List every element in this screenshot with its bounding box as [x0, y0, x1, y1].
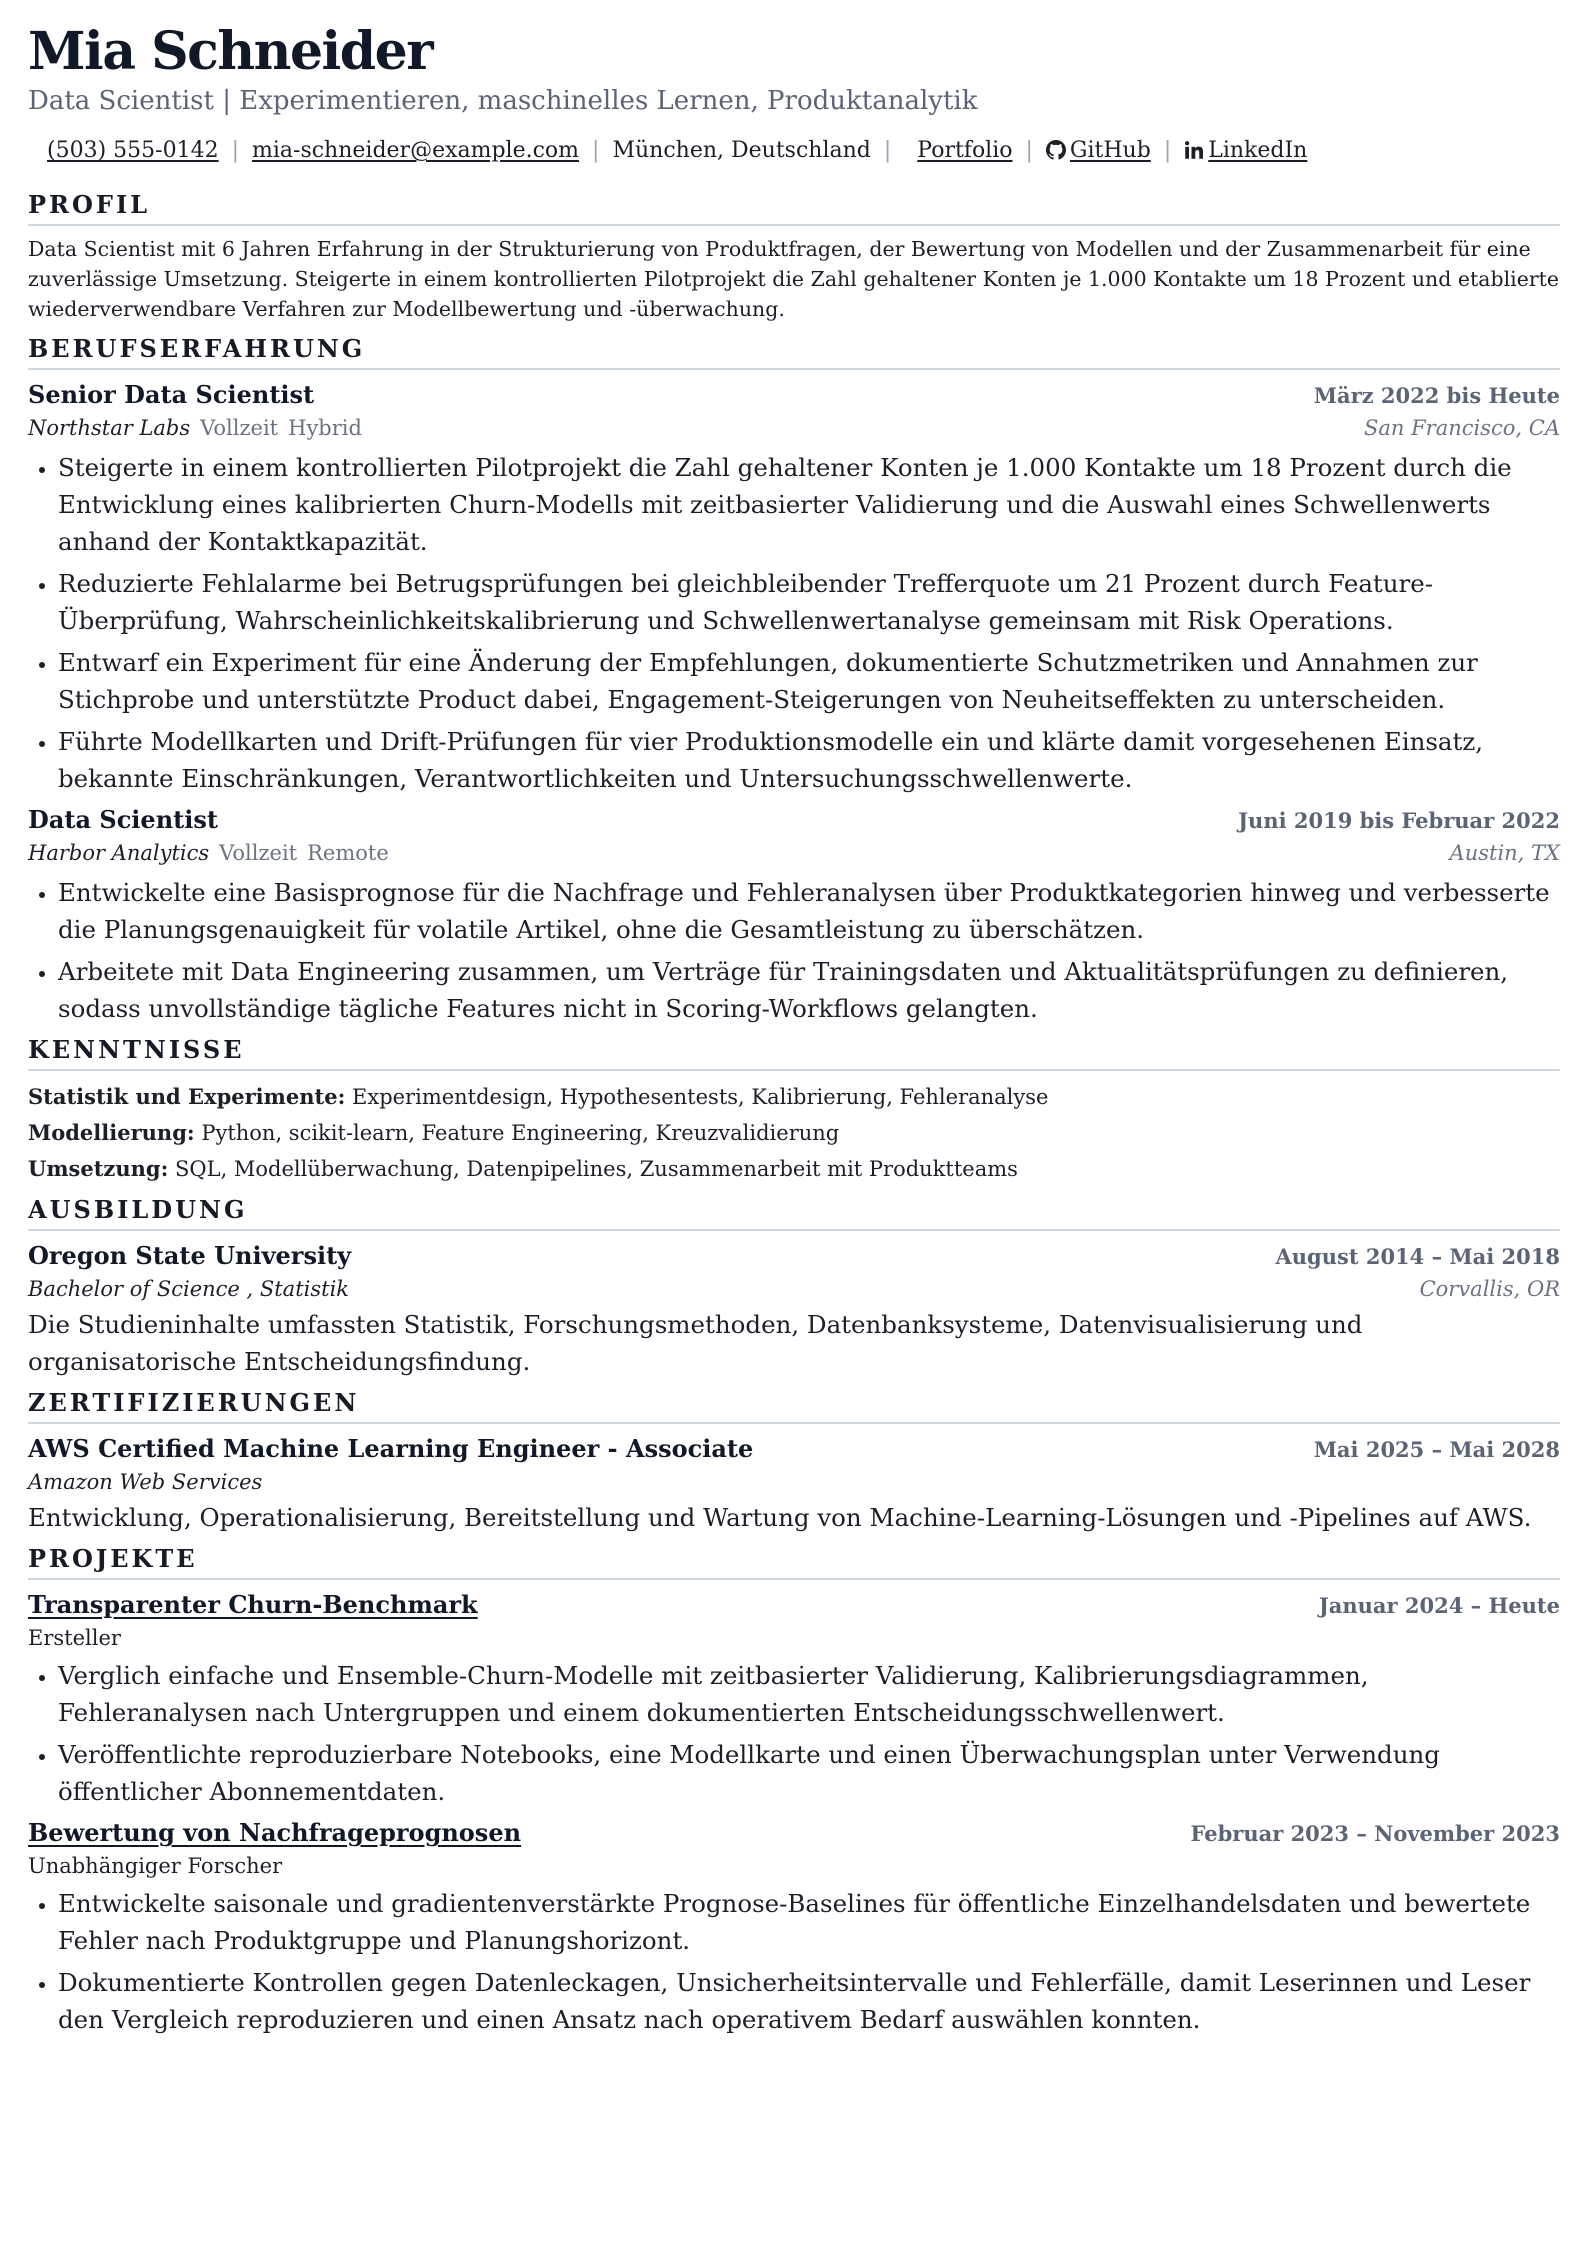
skill-value: Experimentdesign, Hypothesentests, Kalibrierung, Fehleranalyse — [352, 1085, 1049, 1109]
section-title-skills: KENNTNISSE — [28, 1033, 1560, 1071]
experience-section — [28, 332, 1560, 1027]
company-name: Northstar Labs — [28, 416, 191, 440]
certification-title: AWS Certified Machine Learning Engineer - Associate — [28, 1434, 754, 1463]
linkedin-item[interactable] — [1184, 136, 1307, 166]
github-icon — [1046, 140, 1066, 160]
job-date: Juni 2019 bis Februar 2022 — [1238, 808, 1560, 833]
list-item: • Dokumentierte Kontrollen gegen Datenleckagen, Unsicherheitsintervalle und Fehlerfälle, damit Leserinnen und Leser den Vergleich reproduzieren und einen Ansatz nach operativem Bedarf auswählen konnten. — [58, 1964, 1560, 2038]
project-role: Ersteller — [28, 1626, 121, 1650]
list-item: • Veröffentlichte reproduzierbare Notebooks, eine Modellkarte und einen Überwachungsplan unter Verwendung öffentlicher Abonnementdaten. — [58, 1736, 1560, 1810]
job-location: Austin, TX — [1449, 841, 1560, 865]
bullet-list — [28, 874, 1560, 1027]
skills-section — [28, 1033, 1560, 1187]
portfolio-link[interactable]: Portfolio — [917, 138, 1013, 163]
certification-date: Mai 2025 – Mai 2028 — [1313, 1437, 1560, 1462]
headline: Data Scientist | Experimentieren, maschinelles Lernen, Produktanalytik — [28, 86, 978, 116]
project-role: Unabhängiger Forscher — [28, 1854, 283, 1878]
separator: | — [231, 138, 239, 163]
school-name: Oregon State University — [28, 1241, 352, 1270]
project-entry — [28, 1816, 1560, 2038]
experience-entry — [28, 803, 1560, 1027]
education-description: Die Studieninhalte umfassten Statistik, Forschungsmethoden, Datenbanksysteme, Datenvisualisierung und organisatorische Entscheidungsfindung. — [28, 1310, 1363, 1376]
list-item: • Reduzierte Fehlalarme bei Betrugsprüfungen bei gleichbleibender Trefferquote um 21 Prozent durch Feature-Überprüfung, Wahrscheinlichkeitskalibrierung und Schwellenwertanalyse gemeinsam mit Risk Operations. — [58, 565, 1560, 639]
company-name: Harbor Analytics — [28, 841, 210, 865]
skill-label: Modellierung: — [28, 1120, 195, 1145]
certification-description: Entwicklung, Operationalisierung, Bereitstellung und Wartung von Machine-Learning-Lösungen und -Pipelines auf AWS. — [28, 1503, 1532, 1532]
job-title: Data Scientist — [28, 805, 218, 834]
bullet-list — [28, 1657, 1560, 1810]
location-text: München, Deutschland — [612, 138, 871, 163]
separator: | — [883, 138, 892, 163]
skill-row — [28, 1079, 1560, 1115]
employment-type: Vollzeit — [219, 841, 298, 865]
profile-summary: Data Scientist mit 6 Jahren Erfahrung in der Strukturierung von Produktfragen, der Bewertung von Modellen und der Zusammenarbeit für eine zuverlässige Umsetzung. Steigerte in einem kontrollierten Pilotprojekt die Zahl gehaltener Konten je 1.000 Kontakte um 18 Prozent und etablierte wiederverwendbare Verfahren zur Modellbewertung und -überwachung. — [28, 237, 1560, 321]
separator: | — [1163, 138, 1172, 163]
github-item[interactable] — [1046, 136, 1151, 166]
bullet-list — [28, 1885, 1560, 2038]
section-title-experience: BERUFSERFAHRUNG — [28, 332, 1560, 370]
list-item: • Entwickelte eine Basisprognose für die Nachfrage und Fehleranalysen über Produktkategorien hinweg und verbesserte die Planungsgenauigkeit für volatile Artikel, ohne die Gesamtleistung zu überschätzen. — [58, 874, 1560, 948]
certification-issuer: Amazon Web Services — [28, 1470, 263, 1494]
education-date: August 2014 – Mai 2018 — [1275, 1244, 1560, 1269]
skill-row — [28, 1115, 1560, 1151]
linkedin-icon — [1184, 140, 1204, 160]
experience-entry — [28, 378, 1560, 797]
work-mode: Hybrid — [288, 416, 362, 440]
projects-section — [28, 1542, 1560, 2038]
project-date: Februar 2023 – November 2023 — [1190, 1821, 1560, 1846]
education-location: Corvallis, OR — [1419, 1277, 1560, 1301]
skill-label: Statistik und Experimente: — [28, 1084, 346, 1109]
separator: | — [1025, 138, 1033, 163]
skill-row — [28, 1151, 1560, 1187]
degree: Bachelor of Science , Statistik — [28, 1277, 350, 1301]
project-title-link[interactable]: Bewertung von Nachfrageprognosen — [28, 1818, 522, 1847]
list-item: • Steigerte in einem kontrollierten Pilotprojekt die Zahl gehaltener Konten je 1.000 Kontakte um 18 Prozent durch die Entwicklung eines kalibrierten Churn-Modells mit zeitbasierter Validierung und die Auswahl eines Schwellenwerts anhand der Kontaktkapazität. — [58, 449, 1560, 560]
profile-section — [28, 188, 1560, 324]
job-location: San Francisco, CA — [1363, 416, 1560, 440]
list-item: • Führte Modellkarten und Drift-Prüfungen für vier Produktionsmodelle ein und klärte damit vorgesehenen Einsatz, bekannte Einschränkungen, Verantwortlichkeiten und Untersuchungsschwellenwerte. — [58, 723, 1560, 797]
list-item: • Arbeitete mit Data Engineering zusammen, um Verträge für Trainingsdaten und Aktualitätsprüfungen zu definieren, sodass unvollständige tägliche Features nicht in Scoring-Workflows gelangten. — [58, 953, 1560, 1027]
email-link[interactable]: mia-schneider@example.com — [252, 138, 580, 163]
github-link[interactable]: GitHub — [1069, 138, 1151, 163]
phone-link[interactable]: (503) 555-0142 — [47, 138, 219, 163]
bullet-list — [28, 449, 1560, 797]
work-mode: Remote — [307, 841, 389, 865]
linkedin-link[interactable]: LinkedIn — [1208, 138, 1308, 163]
candidate-name: Mia Schneider — [28, 21, 433, 82]
employment-type: Vollzeit — [200, 416, 279, 440]
section-title-certifications: ZERTIFIZIERUNGEN — [28, 1386, 1560, 1424]
job-date: März 2022 bis Heute — [1313, 383, 1560, 408]
project-date: Januar 2024 – Heute — [1318, 1593, 1560, 1618]
skill-value: Python, scikit-learn, Feature Engineering, Kreuzvalidierung — [201, 1121, 840, 1145]
section-title-projects: PROJEKTE — [28, 1542, 1560, 1580]
section-title-education: AUSBILDUNG — [28, 1193, 1560, 1231]
separator: | — [592, 138, 600, 163]
project-title-link[interactable]: Transparenter Churn-Benchmark — [28, 1590, 478, 1619]
section-title-profile: PROFIL — [28, 188, 1560, 226]
list-item: • Entwarf ein Experiment für eine Änderung der Empfehlungen, dokumentierte Schutzmetriken und Annahmen zur Stichprobe und unterstützte Product dabei, Engagement-Steigerungen von Neuheitseffekten zu unterscheiden. — [58, 644, 1560, 718]
skill-value: SQL, Modellüberwachung, Datenpipelines, Zusammenarbeit mit Produktteams — [175, 1157, 1018, 1181]
list-item: • Verglich einfache und Ensemble-Churn-Modelle mit zeitbasierter Validierung, Kalibrierungsdiagrammen, Fehleranalysen nach Untergruppen und einem dokumentierten Entscheidungsschwellenwert. — [58, 1657, 1560, 1731]
project-entry — [28, 1588, 1560, 1810]
education-section — [28, 1193, 1560, 1380]
certifications-section — [28, 1386, 1560, 1536]
job-title: Senior Data Scientist — [28, 380, 315, 409]
list-item: • Entwickelte saisonale und gradientenverstärkte Prognose-Baselines für öffentliche Einzelhandelsdaten und bewertete Fehler nach Produktgruppe und Planungshorizont. — [58, 1885, 1560, 1959]
contact-bar — [28, 136, 1560, 166]
skill-label: Umsetzung: — [28, 1156, 169, 1181]
